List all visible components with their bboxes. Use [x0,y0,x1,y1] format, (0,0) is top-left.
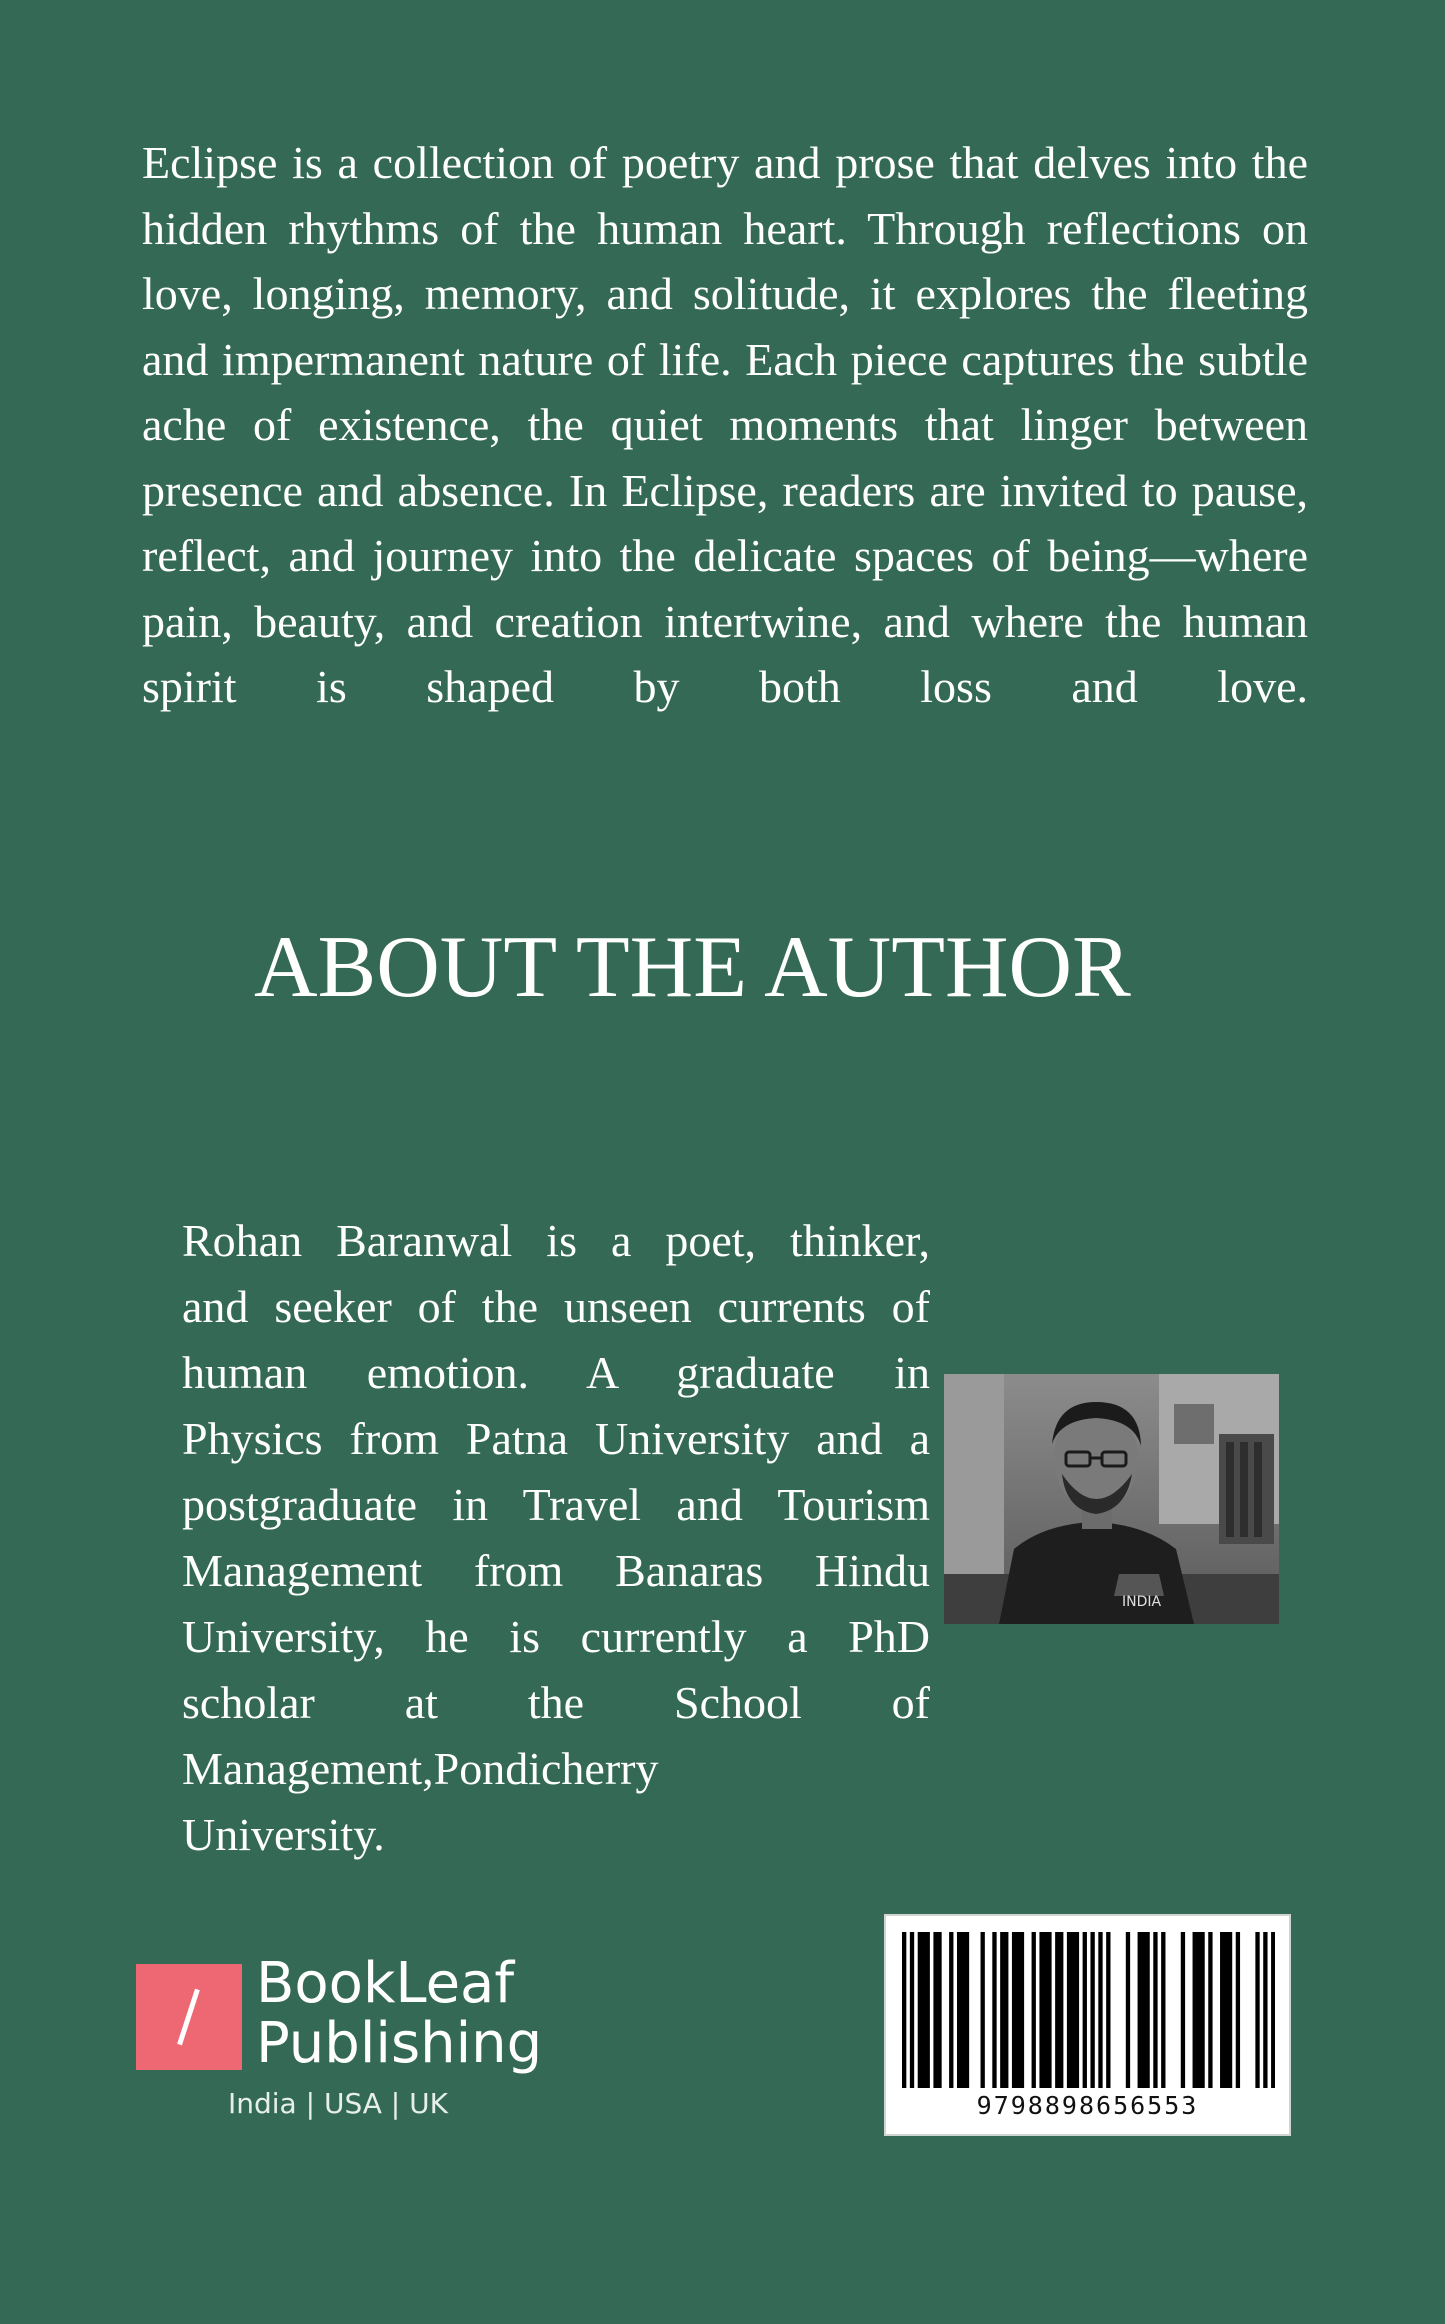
barcode-bar [1145,1932,1149,2088]
barcode-bar [1067,1932,1071,2088]
barcode-bar [949,1932,953,2088]
author-bio-line: human emotion. A graduate in [182,1347,930,1398]
barcode-bar [981,1932,985,2088]
author-bio-line: and seeker of the unseen currents of [182,1281,930,1332]
barcode-bar [965,1932,969,2088]
barcode-bar [933,1932,937,2088]
barcode-bar [926,1932,930,2088]
barcode-bar [992,1932,996,2088]
publisher-name-line2: Publishing [256,2011,543,2076]
publisher-logo [136,1951,556,2140]
barcode-bar [1047,1932,1051,2088]
barcode-bar [1271,1932,1275,2088]
barcode-bar [1161,1932,1165,2088]
barcode-bar [1200,1932,1204,2088]
barcode-bar [1153,1932,1157,2088]
barcode-bar [1196,1932,1200,2088]
barcode-bar [1059,1932,1063,2088]
barcode-bar [1083,1932,1087,2088]
barcode-bar [910,1932,914,2088]
barcode-bar [1020,1932,1024,2088]
publisher-slash-icon [136,1964,242,2070]
barcode-bar [957,1932,961,2088]
barcode-bar [1012,1932,1016,2088]
barcode-bar [1193,1932,1197,2088]
barcode-bar [1106,1932,1110,2088]
author-bio-line: Rohan Baranwal is a poet, thinker, [182,1215,930,1266]
barcode-bar [1075,1932,1079,2088]
barcode-bar [918,1932,922,2088]
barcode-bar [1016,1932,1020,2088]
book-blurb: Eclipse is a collection of poetry and prose that delves into the hidden rhythms of the human heart. Through reflections on love, longing, memory, and solitude, it explores the fleeting and impermanent nature of life. Each piece captures the subtle ache of existence, the quiet moments that linger between presence and absence. In Eclipse, readers are invited to pause, reflect, and journey into the delicate spaces of being—where pain, beauty, and creation intertwine, and where the human spirit is shaped by both loss and love. [142,137,1308,712]
isbn-barcode [884,1914,1291,2136]
author-bio-line: Management from Banaras Hindu [182,1545,930,1596]
barcode-bar [1263,1932,1267,2088]
barcode-bar [1032,1932,1036,2088]
barcode-bar [961,1932,965,2088]
barcode-bar [1000,1932,1004,2088]
barcode-bar [1142,1932,1146,2088]
author-portrait-image [944,1374,1279,1624]
barcode-bar [1236,1932,1240,2088]
barcode-bar [1138,1932,1142,2088]
author-bio-line: Physics from Patna University and a [182,1413,930,1464]
barcode-bars [902,1932,1275,2088]
barcode-bar [1098,1932,1102,2088]
barcode-bar [1004,1932,1008,2088]
barcode-bar [1126,1932,1130,2088]
barcode-bar [1220,1932,1224,2088]
barcode-bar [1090,1932,1094,2088]
tshirt-print-text: INDIA [1122,1594,1162,1610]
publisher-name-line1: BookLeaf [256,1951,515,2016]
author-bio-line: postgraduate in Travel and Tourism [182,1479,930,1530]
barcode-bar [1228,1932,1232,2088]
author-photo [944,1374,1279,1624]
author-bio [182,1208,930,1868]
barcode-bar [1224,1932,1228,2088]
barcode-bar [937,1932,941,2088]
barcode-bar [1039,1932,1043,2088]
barcode-bar [1255,1932,1259,2088]
barcode-bar [1181,1932,1185,2088]
isbn-number: 9798898656553 [976,2091,1199,2120]
author-bio-line: Management,Pondicherry [182,1743,659,1794]
author-bio-line: scholar at the School of [182,1677,930,1728]
barcode-bar [902,1932,906,2088]
author-bio-line: University, he is currently a PhD [182,1611,930,1662]
barcode-bar [1071,1932,1075,2088]
publisher-regions: India | USA | UK [228,2087,448,2120]
barcode-bar [1208,1932,1212,2088]
barcode-bar [922,1932,926,2088]
publisher-name [256,1951,543,2076]
about-the-author-heading: ABOUT THE AUTHOR [254,919,1131,1016]
barcode-bar [1043,1932,1047,2088]
author-bio-line: University. [182,1809,385,1860]
barcode-bar [1055,1932,1059,2088]
